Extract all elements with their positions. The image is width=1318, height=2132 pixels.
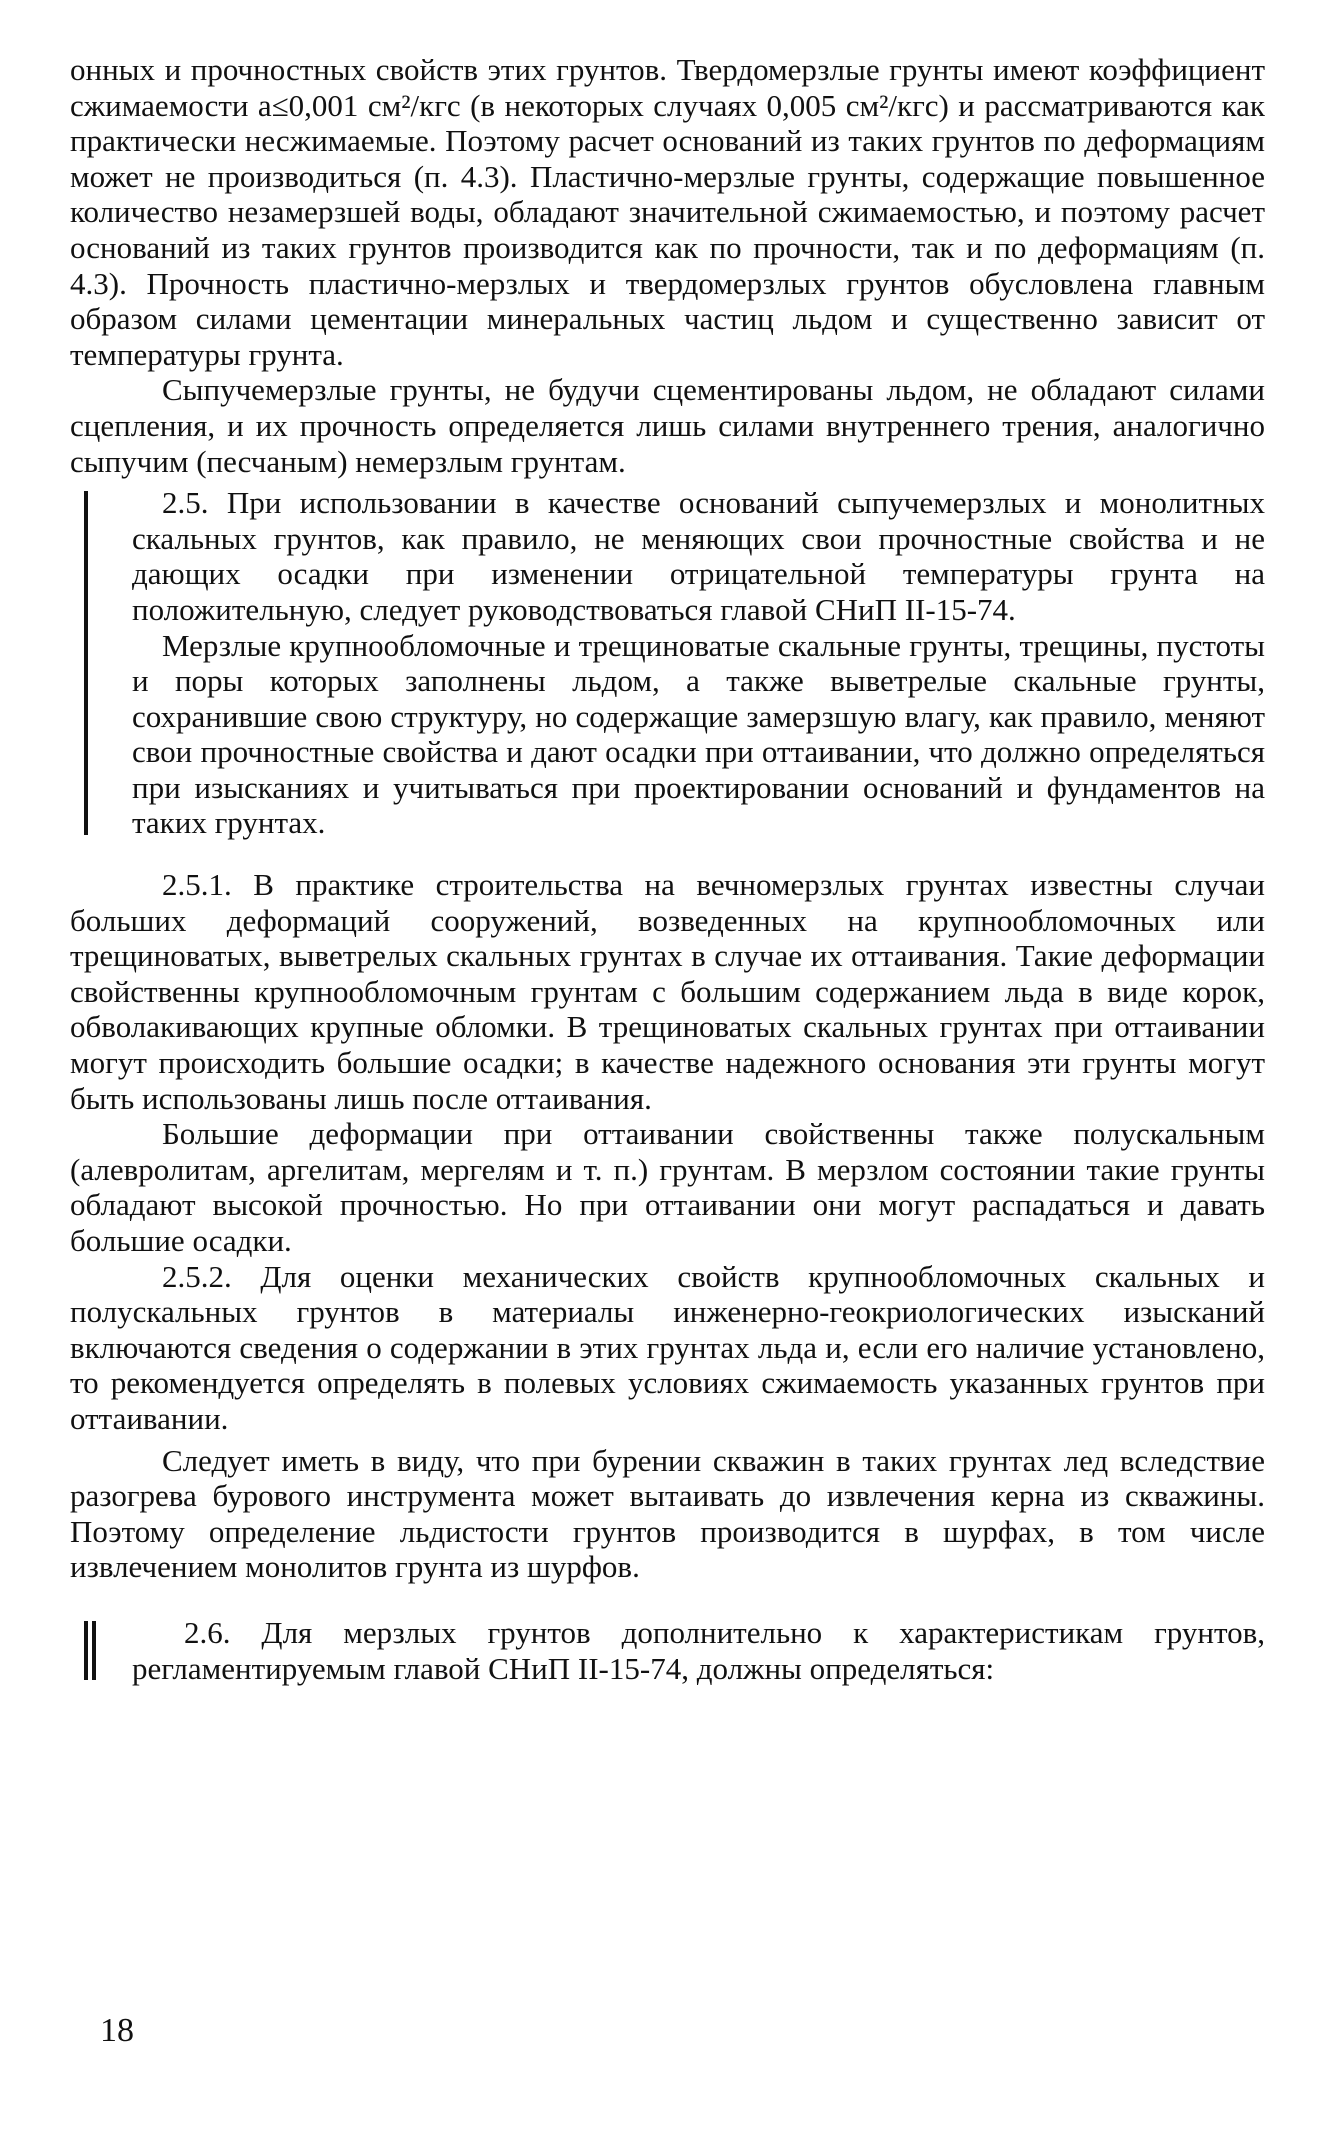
paragraph-section-2-6: 2.6. Для мерзлых грунтов дополнительно к характеристикам грунтов, регламентируемым главой СНиП II-15-74, должны определяться: bbox=[132, 1614, 1265, 1686]
paragraph-soil-properties: онных и прочностных свойств этих грунтов. Твердомерзлые грунты имеют коэффициент сжимаемости a≤0,001 см²/кгс (в некоторых случаях 0,005 см²/кгс) и рассматриваются как практически несжимаемые. Поэтому расчет оснований из таких грунтов по деформациям может не производиться (п. 4.3). Пластично-мерзлые грунты, содержащие повышенное количество незамерзшей воды, обладают значительной сжимаемостью, и поэтому расчет оснований из таких грунтов производится как по прочности, так и по деформациям (п. 4.3). Прочность пластично-мерзлых и твердомерзлых грунтов обусловлена главным образом силами цементации минеральных частиц льдом и существенно зависит от температуры грунта. bbox=[70, 52, 1265, 372]
paragraph-drilling-note: Следует иметь в виду, что при бурении скважин в таких грунтах лед вследствие разогрева бурового инструмента может вытаивать до извлечения керна из скважины. Поэтому определение льдистости грунтов производится в шурфах, в том числе извлечением монолитов грунта из шурфов. bbox=[70, 1442, 1265, 1585]
paragraph-loose-frozen-soils: Сыпучемерзлые грунты, не будучи сцементированы льдом, не обладают силами сцепления, и их прочность определяется лишь силами внутреннего трения, аналогично сыпучим (песчаным) немерзлым грунтам. bbox=[70, 372, 1265, 479]
paragraph-section-2-5-2: 2.5.2. Для оценки механических свойств крупнообломочных скальных и полускальных грунтов в материалы инженерно-геокриологических изысканий включаются сведения о содержании в этих грунтах льда и, если его наличие установлено, то рекомендуется определять в полевых условиях сжимаемость указанных грунтов при оттаивании. bbox=[70, 1258, 1265, 1436]
paragraph-section-2-5: 2.5. При использовании в качестве оснований сыпучемерзлых и монолитных скальных грунтов, как правило, не меняющих свои прочностные свойства и не дающих осадки при изменении отрицательной температуры грунта на положительную, следует руководствоваться главой СНиП II-15-74. bbox=[132, 485, 1265, 627]
document-page bbox=[70, 52, 1265, 1686]
margin-marked-section-2-6 bbox=[70, 1615, 1265, 1686]
paragraph-semi-rock-soils: Большие деформации при оттаивании свойственны также полускальным (алевролитам, аргелитам, мергелям и т. п.) грунтам. В мерзлом состоянии такие грунты обладают высокой прочностью. Но при оттаивании они могут распадаться и давать большие осадки. bbox=[70, 1116, 1265, 1258]
paragraph-section-2-5-1: 2.5.1. В практике строительства на вечномерзлых грунтах известны случаи больших деформаций сооружений, возведенных на крупнообломочных или трещиноватых, выветрелых скальных грунтах в случае их оттаивания. Такие деформации свойственны крупнообломочным грунтам с большим содержанием льда в виде корок, обволакивающих крупные обломки. В трещиноватых скальных грунтах при оттаивании могут происходить большие осадки; в качестве надежного основания эти грунты могут быть использованы лишь после оттаивания. bbox=[70, 867, 1265, 1116]
paragraph-coarse-fractured-soils: Мерзлые крупнообломочные и трещиноватые скальные грунты, трещины, пустоты и поры которых заполнены льдом, а также выветрелые скальные грунты, сохранившие свою структуру, но содержащие замерзшую влагу, как правило, меняют свои прочностные свойства и дают осадки при оттаивании, что должно определяться при изысканиях и учитываться при проектировании оснований и фундаментов на таких грунтах. bbox=[132, 627, 1265, 841]
page-number: 18 bbox=[100, 2012, 134, 2049]
margin-marked-section-2-5 bbox=[70, 485, 1265, 841]
